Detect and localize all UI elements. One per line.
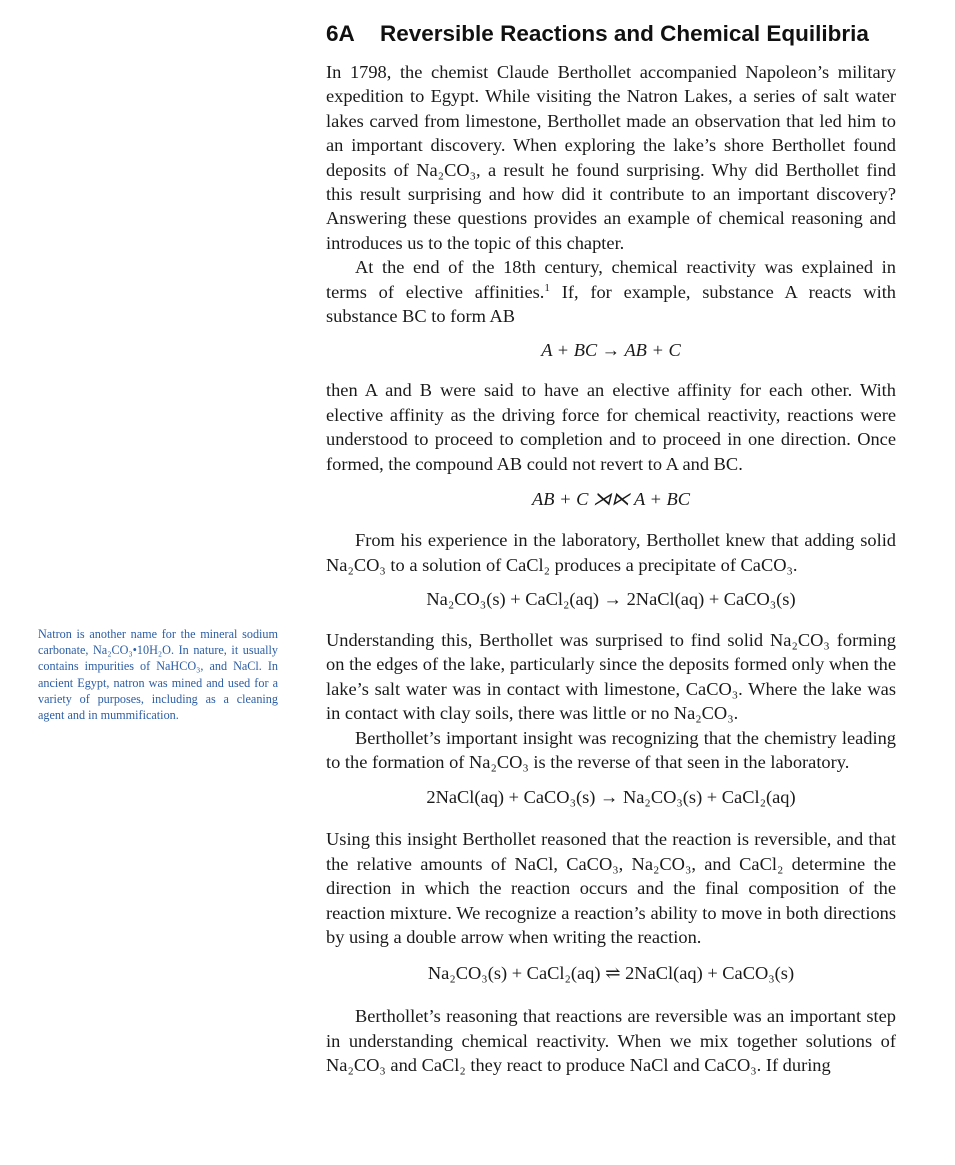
section-number: 6A bbox=[326, 21, 355, 46]
paragraph-elective-affinity-text-2: If, for example, substance A reacts with substance BC to form AB bbox=[326, 281, 896, 327]
equation-reverse-reaction: 2NaCl(aq) + CaCO₃(s) → Na₂CO₃(s) + CaCl₂(aq) bbox=[426, 787, 796, 808]
paragraph-elective-affinity-text: At the end of the 18th century, chemical reactivity was explained in terms of elective affinities. bbox=[326, 257, 896, 302]
section-heading bbox=[326, 19, 926, 49]
body-text bbox=[326, 60, 896, 1078]
paragraph-elective-affinity bbox=[326, 255, 896, 328]
paragraph-one-direction: then A and B were said to have an elective affinity for each other. With elective affinity as the driving force for chemical reactivity, reactions were understood to proceed to completion and to proceed in one direction. Once formed, the compound AB could not revert to A and BC. bbox=[326, 380, 896, 474]
footnote-marker[interactable]: 1 bbox=[544, 281, 550, 294]
paragraph-intro: In 1798, the chemist Claude Berthollet accompanied Napoleon’s military expedition to Egypt. While visiting the Natron Lakes, a series of salt water lakes carved from limestone, Berthollet made an observation that led him to an important discovery. When exploring the lake’s shore Berthollet found deposits of Na₂CO₃, a result he found surprising. Why did Berthollet find this result surprising and how did it contribute to an important discovery? Answering these questions provides an example of chemical reasoning and introduces us to the topic of this chapter. bbox=[326, 62, 896, 253]
equation-no-reverse: AB + C ⋊⋉ A + BC bbox=[532, 489, 690, 510]
section-title: Reversible Reactions and Chemical Equilibria bbox=[380, 21, 869, 46]
paragraph-lake-deposits: Understanding this, Berthollet was surprised to find solid Na₂CO₃ forming on the edges of the lake, particularly since the deposits formed only when the lake’s salt water was in contact with limestone, CaCO₃. Where the lake was in contact with clay soils, there was little or no Na₂CO₃. bbox=[326, 629, 896, 724]
margin-note-text: Natron is another name for the mineral sodium carbonate, Na₂CO₃•10H₂O. In nature, it usually contains impurities of NaHCO₃, and NaCl. In ancient Egypt, natron was mined and used for a variety of purposes, including as a cleaning agent and in mummification. bbox=[38, 627, 278, 723]
equation-equilibrium: Na₂CO₃(s) + CaCl₂(aq) ⇌ 2NaCl(aq) + CaCO₃(s) bbox=[427, 963, 795, 984]
margin-note-natron bbox=[38, 626, 278, 723]
equation-lab-reaction: Na₂CO₃(s) + CaCl₂(aq) → 2NaCl(aq) + CaCO₃(s) bbox=[426, 588, 796, 609]
equation-generic-reaction: A + BC → AB + C bbox=[541, 340, 681, 361]
paragraph-reversible: Using this insight Berthollet reasoned that the reaction is reversible, and that the relative amounts of NaCl, CaCO₃, Na₂CO₃, and CaCl₂ determine the direction in which the reaction occurs and the final composition of the reaction mixture. We recognize a reaction’s ability to move in both directions by using a double arrow when writing the reaction. bbox=[326, 829, 896, 947]
paragraph-insight: Berthollet’s important insight was recognizing that the chemistry leading to the formation of Na₂CO₃ is the reverse of that seen in the laboratory. bbox=[326, 727, 896, 772]
paragraph-reasoning: Berthollet’s reasoning that reactions are reversible was an important step in understanding chemical reactivity. When we mix together solutions of Na₂CO₃ and CaCl₂ they react to produce NaCl and CaCO₃. If during bbox=[326, 1006, 896, 1076]
paragraph-laboratory: From his experience in the laboratory, Berthollet knew that adding solid Na₂CO₃ to a solution of CaCl₂ produces a precipitate of CaCO₃. bbox=[326, 530, 896, 575]
